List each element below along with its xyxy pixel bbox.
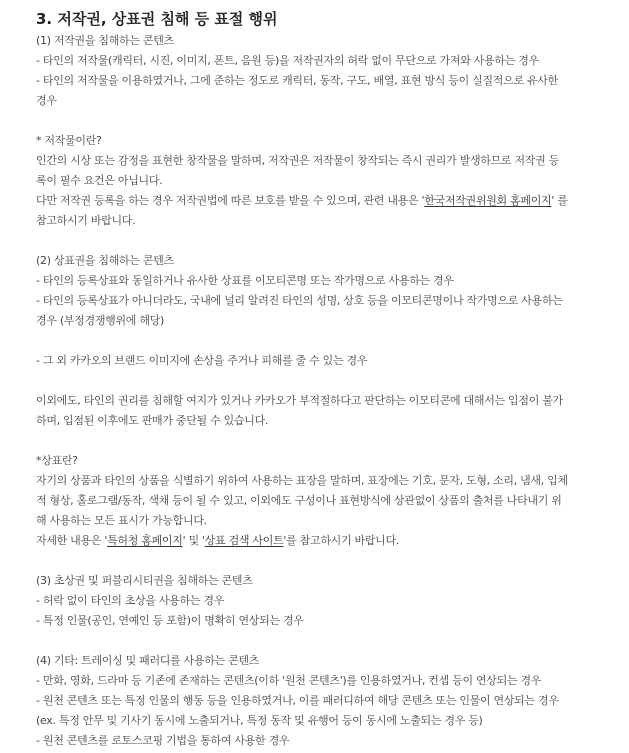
copyright-item-2-line-1: - 타인의 저작물을 이용하였거나, 그에 준하는 정도로 캐릭터, 동작, 구도, 배열, 표현 방식 등이 실질적으로 유사한 [36,74,558,87]
spacer [36,331,605,351]
other-item-1: - 만화, 영화, 드라마 등 기존에 존재하는 콘텐츠(이하 '원천 콘텐츠')를 인용하였거나, 컨셉 등이 연상되는 경우 [36,674,542,687]
copyright-note-line-4: 참고하시기 바랍니다. [36,214,136,227]
trademark-note-line-1: 자기의 상품과 타인의 상품을 식별하기 위하여 사용하는 표장을 말하며, 표장에는 기호, 문자, 도형, 소리, 냄새, 입체 [36,474,568,487]
other-item-4: - 원천 콘텐츠를 로토스코핑 기법을 통하여 사용한 경우 [36,734,290,747]
copyright-item-2-line-2: 경우 [36,94,57,107]
copyright-item-1: - 타인의 저작물(캐릭터, 시진, 이미지, 폰트, 음원 등)을 저작권자의 허락 없이 무단으로 가져와 사용하는 경우 [36,54,539,67]
trademark-note-heading: *상표란? [36,454,78,467]
section-title: 3. 저작권, 상표권 침해 등 표절 행위 [36,10,278,28]
trademark-note-line-3: 해 사용하는 모든 표시가 가능합니다. [36,514,207,527]
spacer [36,111,605,131]
other-rights-line-2: 하며, 입점된 이후에도 판매가 중단될 수 있습니다. [36,414,269,427]
copyright-note-line-3-pre: 다만 저작권 등록을 하는 경우 저작권법에 따른 보호를 받을 수 있으며, 관련 내용은 ' [36,194,425,207]
kakao-brand-item: - 그 외 카카오의 브랜드 이미지에 손상을 주거나 피해를 줄 수 있는 경우 [36,354,368,367]
publicity-heading: (3) 초상권 및 퍼블리시티권을 침해하는 콘텐츠 [36,574,253,587]
copyright-note-heading: * 저작물이란? [36,134,102,147]
other-rights-line-1: 이외에도, 타인의 권리를 침해할 여지가 있거나 카카오가 부적절하다고 판단하는 이모티콘에 대해서는 입점이 불가 [36,394,563,407]
copyright-note-line-3 [36,191,605,211]
copyright-note-line-3-post: ' 를 [551,194,568,207]
trademark-note-line-4-pre: 자세한 내용은 ' [36,534,108,547]
copyright-commission-link[interactable]: 한국저작권위원회 홈페이지 [424,194,552,207]
patent-office-link[interactable]: 특허청 홈페이지 [107,534,183,547]
trademark-note-line-2: 적 형상, 홀로그램/동작, 색채 등이 될 수 있고, 이외에도 구성이나 표현방식에 상관없이 상품의 출처를 나타내기 위 [36,494,562,507]
trademark-note-line-4-mid: ' 및 ' [182,534,205,547]
spacer [36,231,605,251]
other-heading: (4) 기타: 트레이싱 및 패러디를 사용하는 콘텐츠 [36,654,260,667]
copyright-note-line-2: 록이 필수 요건은 아닙니다. [36,174,163,187]
spacer [36,631,605,651]
trademark-note-line-4 [36,531,605,551]
trademark-item-2-line-2: 경우 (부정경쟁행위에 해당) [36,314,164,327]
trademark-search-link[interactable]: 상표 검색 사이트 [204,534,284,547]
trademark-heading: (2) 상표권을 침해하는 콘텐츠 [36,254,174,267]
trademark-item-2-line-1: - 타인의 등록상표가 아니더라도, 국내에 널리 알려진 타인의 성명, 상호 등을 이모티콘명이나 작가명으로 사용하는 [36,294,563,307]
other-item-3: (ex. 특정 안무 및 기사기 동시에 노출되거나, 특정 동작 및 유행어 등이 동시에 노출되는 경우 등) [36,714,483,727]
publicity-item-1: - 허락 없이 타인의 초상을 사용하는 경우 [36,594,225,607]
trademark-item-1: - 타인의 등록상표와 동일하거나 유사한 상표를 이모티콘명 또는 작가명으로 사용하는 경우 [36,274,454,287]
spacer [36,371,605,391]
copyright-note-line-1: 인간의 시상 또는 감정을 표현한 창작물을 말하며, 저작권은 저작물이 창작되는 즉시 권리가 발생하므로 저작권 등 [36,154,559,167]
other-item-2: - 원천 콘텐츠 또는 특정 인물의 행동 등을 인용하였거나, 이를 패러디하여 해당 콘텐츠 또는 인물이 연상되는 경우 [36,694,559,707]
copyright-heading: (1) 저작권을 침해하는 콘텐츠 [36,34,174,47]
publicity-item-2: - 특정 인물(공인, 연예인 등 포함)이 명확히 연상되는 경우 [36,614,304,627]
spacer [36,551,605,571]
trademark-note-line-4-post: '를 참고하시기 바랍니다. [283,534,399,547]
spacer [36,431,605,451]
